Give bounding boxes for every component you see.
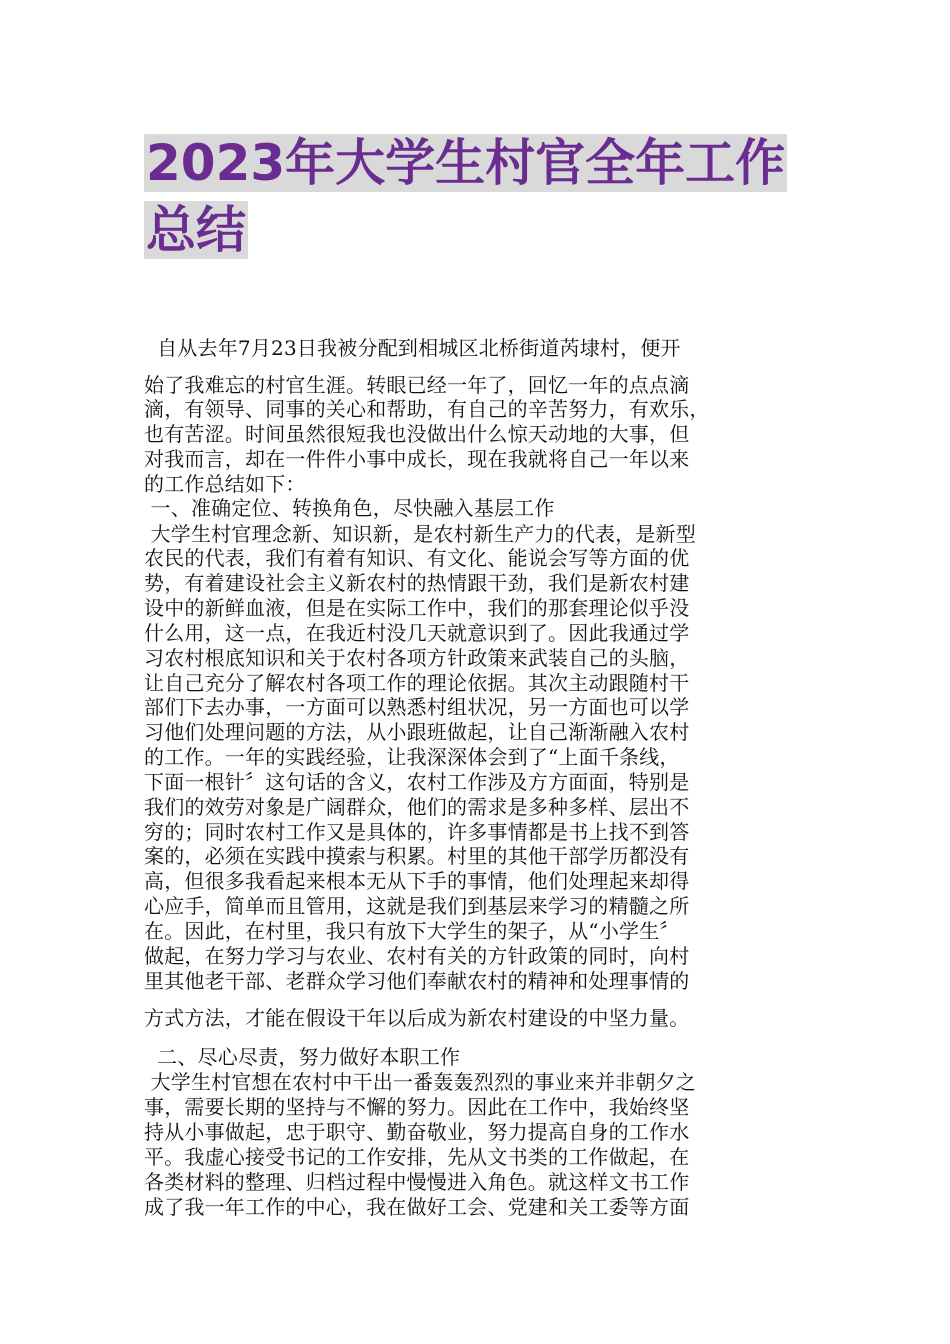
body-line: 大学生村官想在农村中干出一番轰轰烈烈的事业来并非朝夕之 bbox=[144, 1070, 696, 1094]
body-line: 我们的效劳对象是广阔群众，他们的需求是多种多样、层出不 bbox=[144, 795, 690, 819]
body-line: 习农村根底知识和关于农村各项方针政策来武装自己的头脑， bbox=[144, 646, 690, 670]
body-line: 的工作。一年的实践经验，让我深深体会到了“上面千条线， bbox=[144, 745, 680, 769]
body-line: 案的，必须在实践中摸索与积累。村里的其他干部学历都没有 bbox=[144, 844, 690, 868]
section-heading: 二、尽心尽责，努力做好本职工作 bbox=[144, 1045, 461, 1069]
body-line: 农民的代表，我们有着有知识、有文化、能说会写等方面的优 bbox=[144, 546, 690, 570]
body-line: 各类材料的整理、归档过程中慢慢进入角色。就这样文书工作 bbox=[144, 1170, 690, 1194]
body-line: 习他们处理问题的方法，从小跟班做起，让自己渐渐融入农村 bbox=[144, 720, 690, 744]
body-line: 设中的新鲜血液，但是在实际工作中，我们的那套理论似乎没 bbox=[144, 596, 690, 620]
body-line: 里其他老干部、老群众学习他们奉献农村的精神和处理事情的 bbox=[144, 969, 690, 993]
section-heading: 一、准确定位、转换角色，尽快融入基层工作 bbox=[144, 496, 555, 520]
body-line: 事，需要长期的坚持与不懈的努力。因此在工作中，我始终坚 bbox=[144, 1095, 690, 1119]
body-line: 部们下去办事，一方面可以熟悉村组状况，另一方面也可以学 bbox=[144, 695, 690, 719]
body-line: 让自己充分了解农村各项工作的理论依据。其次主动跟随村干 bbox=[144, 671, 690, 695]
body-line: 下面一根针〞这句话的含义，农村工作涉及方方面面，特别是 bbox=[144, 770, 690, 794]
body-line: 成了我一年工作的中心，我在做好工会、党建和关工委等方面 bbox=[144, 1195, 690, 1219]
body-line: 平。我虚心接受书记的工作安排，先从文书类的工作做起，在 bbox=[144, 1145, 690, 1169]
body-line: 也有苦涩。时间虽然很短我也没做出什么惊天动地的大事，但 bbox=[144, 422, 690, 446]
body-line: 在。因此，在村里，我只有放下大学生的架子，从“小学生〞 bbox=[144, 919, 680, 943]
body-line: 方式方法，才能在假设干年以后成为新农村建设的中坚力量。 bbox=[144, 1006, 690, 1030]
body-line: 高，但很多我看起来根本无从下手的事情，他们处理起来却得 bbox=[144, 869, 690, 893]
body-line: 始了我难忘的村官生涯。转眼已经一年了，回忆一年的点点滴 bbox=[144, 373, 690, 397]
body-line: 大学生村官理念新、知识新，是农村新生产力的代表，是新型 bbox=[144, 522, 696, 546]
document-title: 2023年大学生村官全年工作总结 bbox=[146, 134, 786, 259]
body-line: 势，有着建设社会主义新农村的热情跟干劲，我们是新农村建 bbox=[144, 571, 690, 595]
body-line: 什么用，这一点，在我近村没几天就意识到了。因此我通过学 bbox=[144, 621, 690, 645]
body-line: 的工作总结如下： bbox=[144, 472, 306, 496]
body-line: 心应手，简单而且管用，这就是我们到基层来学习的精髓之所 bbox=[144, 894, 690, 918]
body-line: 对我而言，却在一件件小事中成长，现在我就将自己一年以来 bbox=[144, 447, 690, 471]
body-line: 穷的；同时农村工作又是具体的，许多事情都是书上找不到答 bbox=[144, 820, 690, 844]
body-line: 自从去年7月23日我被分配到相城区北桥街道芮埭村，便开 bbox=[144, 336, 681, 360]
body-line: 滴，有领导、同事的关心和帮助，有自己的辛苦努力，有欢乐， bbox=[144, 397, 710, 421]
body-line: 持从小事做起，忠于职守、勤奋敬业，努力提高自身的工作水 bbox=[144, 1120, 690, 1144]
body-line: 做起，在努力学习与农业、农村有关的方针政策的同时，向村 bbox=[144, 944, 690, 968]
